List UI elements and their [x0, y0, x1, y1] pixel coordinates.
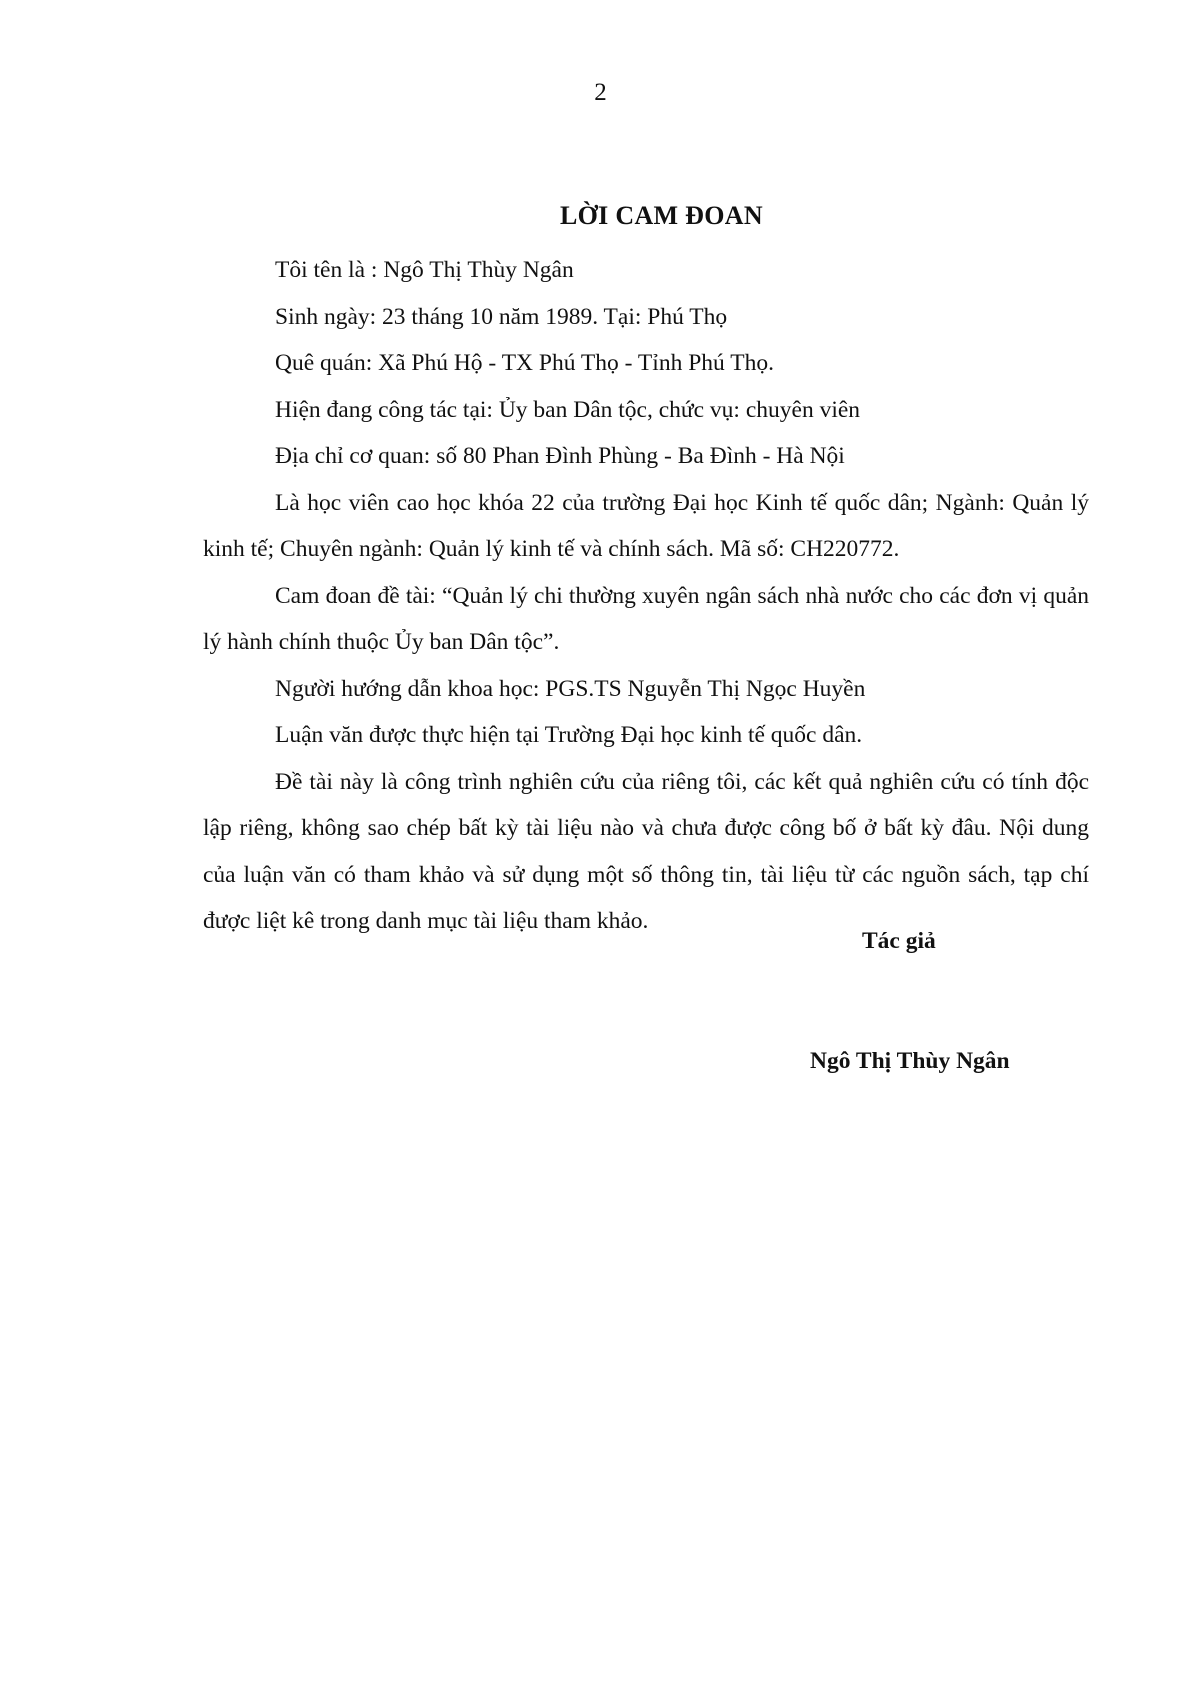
author-name: Ngô Thị Thùy Ngân [810, 1048, 1010, 1074]
paragraph-hometown: Quê quán: Xã Phú Hộ - TX Phú Thọ - Tỉnh Phú Thọ. [275, 350, 774, 376]
page-title: LỜI CAM ĐOAN [560, 201, 763, 230]
paragraph-institution: Luận văn được thực hiện tại Trường Đại học kinh tế quốc dân. [275, 722, 863, 748]
paragraph-birth: Sinh ngày: 23 tháng 10 năm 1989. Tại: Phú Thọ [275, 303, 728, 330]
author-label: Tác giả [862, 928, 936, 954]
paragraph-name: Tôi tên là : Ngô Thị Thùy Ngân [275, 257, 574, 283]
page-number: 2 [594, 79, 607, 106]
paragraph-workplace: Hiện đang công tác tại: Ủy ban Dân tộc, chức vụ: chuyên viên [275, 396, 861, 423]
declaration-body [203, 247, 1089, 945]
paragraph-declaration: Đề tài này là công trình nghiên cứu của riêng tôi, các kết quả nghiên cứu có tính độc lập riêng, không sao chép bất kỳ tài liệu nào và chưa được công bố ở bất kỳ đâu. Nội dung của luận văn có tham khảo và sử dụng một số thông tin, tài liệu từ các nguồn sách, tạp chí được liệt kê trong danh mục tài liệu tham khảo. [203, 768, 1089, 934]
paragraph-student-info: Là học viên cao học khóa 22 của trường Đại học Kinh tế quốc dân; Ngành: Quản lý kinh tế; Chuyên ngành: Quản lý kinh tế và chính sách. Mã số: CH220772. [203, 489, 1089, 562]
paragraph-office-address: Địa chỉ cơ quan: số 80 Phan Đình Phùng - Ba Đình - Hà Nội [275, 443, 845, 469]
paragraph-supervisor: Người hướng dẫn khoa học: PGS.TS Nguyễn Thị Ngọc Huyền [275, 675, 866, 702]
paragraph-thesis-topic: Cam đoan đề tài: “Quản lý chi thường xuyên ngân sách nhà nước cho các đơn vị quản lý hành chính thuộc Ủy ban Dân tộc”. [203, 582, 1089, 655]
